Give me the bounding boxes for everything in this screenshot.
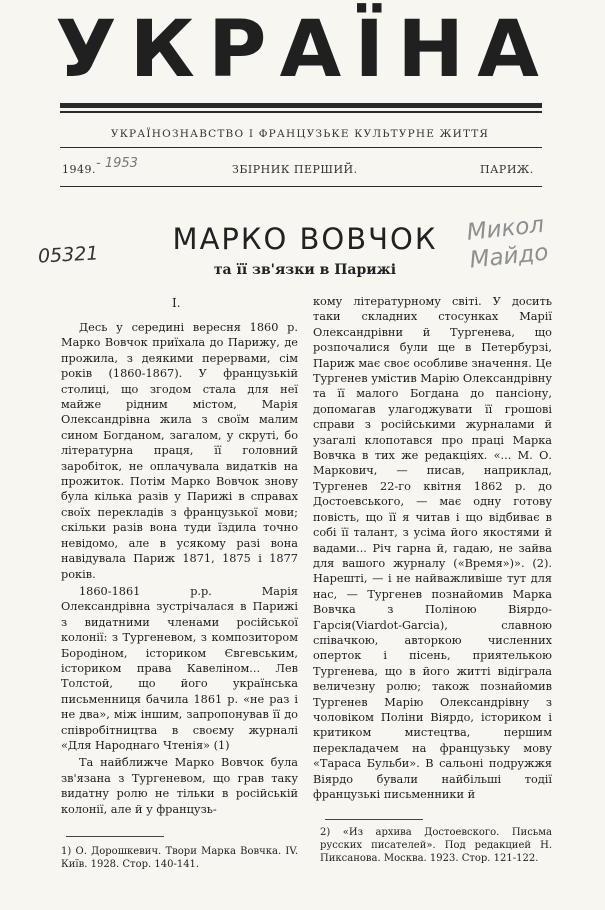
paragraph: 1860-1861 р.р. Марія Олександрівна зустрічалася в Парижі з видатними членами російської колонії: з Тургеневом, з композитором Бородіном, істориком Євгевським, істориком права Кавеліном... Лев Толстой, що його українська письменниця бачила 1861 р. «не раз і не два», між іншим, запропонував її до співробітництва в своєму журналі «Для Народнаго Чтенія» (1) [61,584,298,752]
masthead-title: УКРАЇНА [55,5,553,95]
article-column-left [61,320,298,819]
masthead-rule-thick [60,103,542,108]
paragraph: Десь у середині вересня 1860 р. Марко Вовчок приїхала до Парижу, де прожила, з деякими перервами, сім років (1860-1867). У французькій столиці, що згодом стала для неї майже рідним містом, Марія Олександрівна жила з своїм малим сином Богданом, загалом, у скруті, бо літературна праця, її головний заробіток, не оплачувала видатків на прожиток. Потім Марко Вовчок знову була кілька разів у Парижі в справах своїх перекладів з французької мови; скільки разів вона туди їздила точно невідомо, але в усякому разі вона навідувала Париж 1871, 1875 і 1877 років. [61,321,298,581]
footnote-right: 2) «Из архива Достоевского. Письма русских писателей». Под редакцией Н. Пиксанова. Москва. 1923. Стор. 121-122. [320,827,552,864]
masthead-rule-thin [60,111,542,113]
paragraph: кому літературному світі. У досить таки складних стосунках Марії Олександрівни й Тургенева, що розпочалися були ще в Петербурзі, Париж має своє особливе значення. Це Тургенев умістив Марію Олександрівну та її малого Богдана до пансіону, допомагав улагоджувати її грошові справи з російськими журналами й узагалі клопотався про праці Марка Вовчка в тих же редакціях. «... М. О. Маркович, — писав, наприклад, Тургенев 22-го квітня 1862 р. до Достоевського, — має одну готову повість, що її я читав і що відбиває в собі її талант, з усіма його якостями й вадами... Річ гарна й, гадаю, не зайва для вашого журналу («Время»)». (2). Нарешті, — і не найважливіше тут для нас, — Тургенев познайомив Марка Вовчка з Поліною Віярдо-Гарсія(Viardot-Garcia), славною співачкою, авторкою численних оперток і пісень, приятелькою Тургенева, що в його житті відіграла величезну ролю; також познайомив Тургенев Марію Олександрівну з чоловіком Поліни Віярдо, істориком і критиком мистецтва, першим перекладачем на французьку мову «Тараса Бульби». В сальоні подружжя Віярдо бували найбільші тодії французькі письменники й [313,295,552,801]
masthead-subtitle: УКРАЇНОЗНАВСТВО І ФРАНЦУЗЬКЕ КУЛЬТУРНЕ ЖИТТЯ [110,128,490,140]
masthead-rule-lower [60,147,542,148]
footnote-rule-left [66,836,164,837]
handwritten-note: Микол Майдо [465,211,550,274]
footnote-left: 1) О. Дорошкевич. Твори Марка Вовчка. IV. Київ. 1928. Стор. 140-141. [61,846,298,870]
issue-place: ПАРИЖ. [480,163,534,176]
inventory-number: 05321 [37,242,99,268]
section-number: І. [172,296,181,310]
issue-year: 1949. [62,163,96,176]
paragraph: Та найближче Марко Вовчок була зв'язана з Тургеневом, що грав таку видатну ролю не тільки в російській колонії, але й у французь- [61,756,298,816]
article-subtitle: та її зв'язки в Парижі [213,262,397,278]
article-title: МАРКО ВОВЧОК [172,222,438,256]
footnote-rule-right [325,819,423,820]
header-bottom-rule [60,186,542,187]
handwritten-year: - 1953 [96,156,138,171]
article-column-right [313,294,552,804]
issue-label: ЗБІРНИК ПЕРШИЙ. [232,163,358,176]
